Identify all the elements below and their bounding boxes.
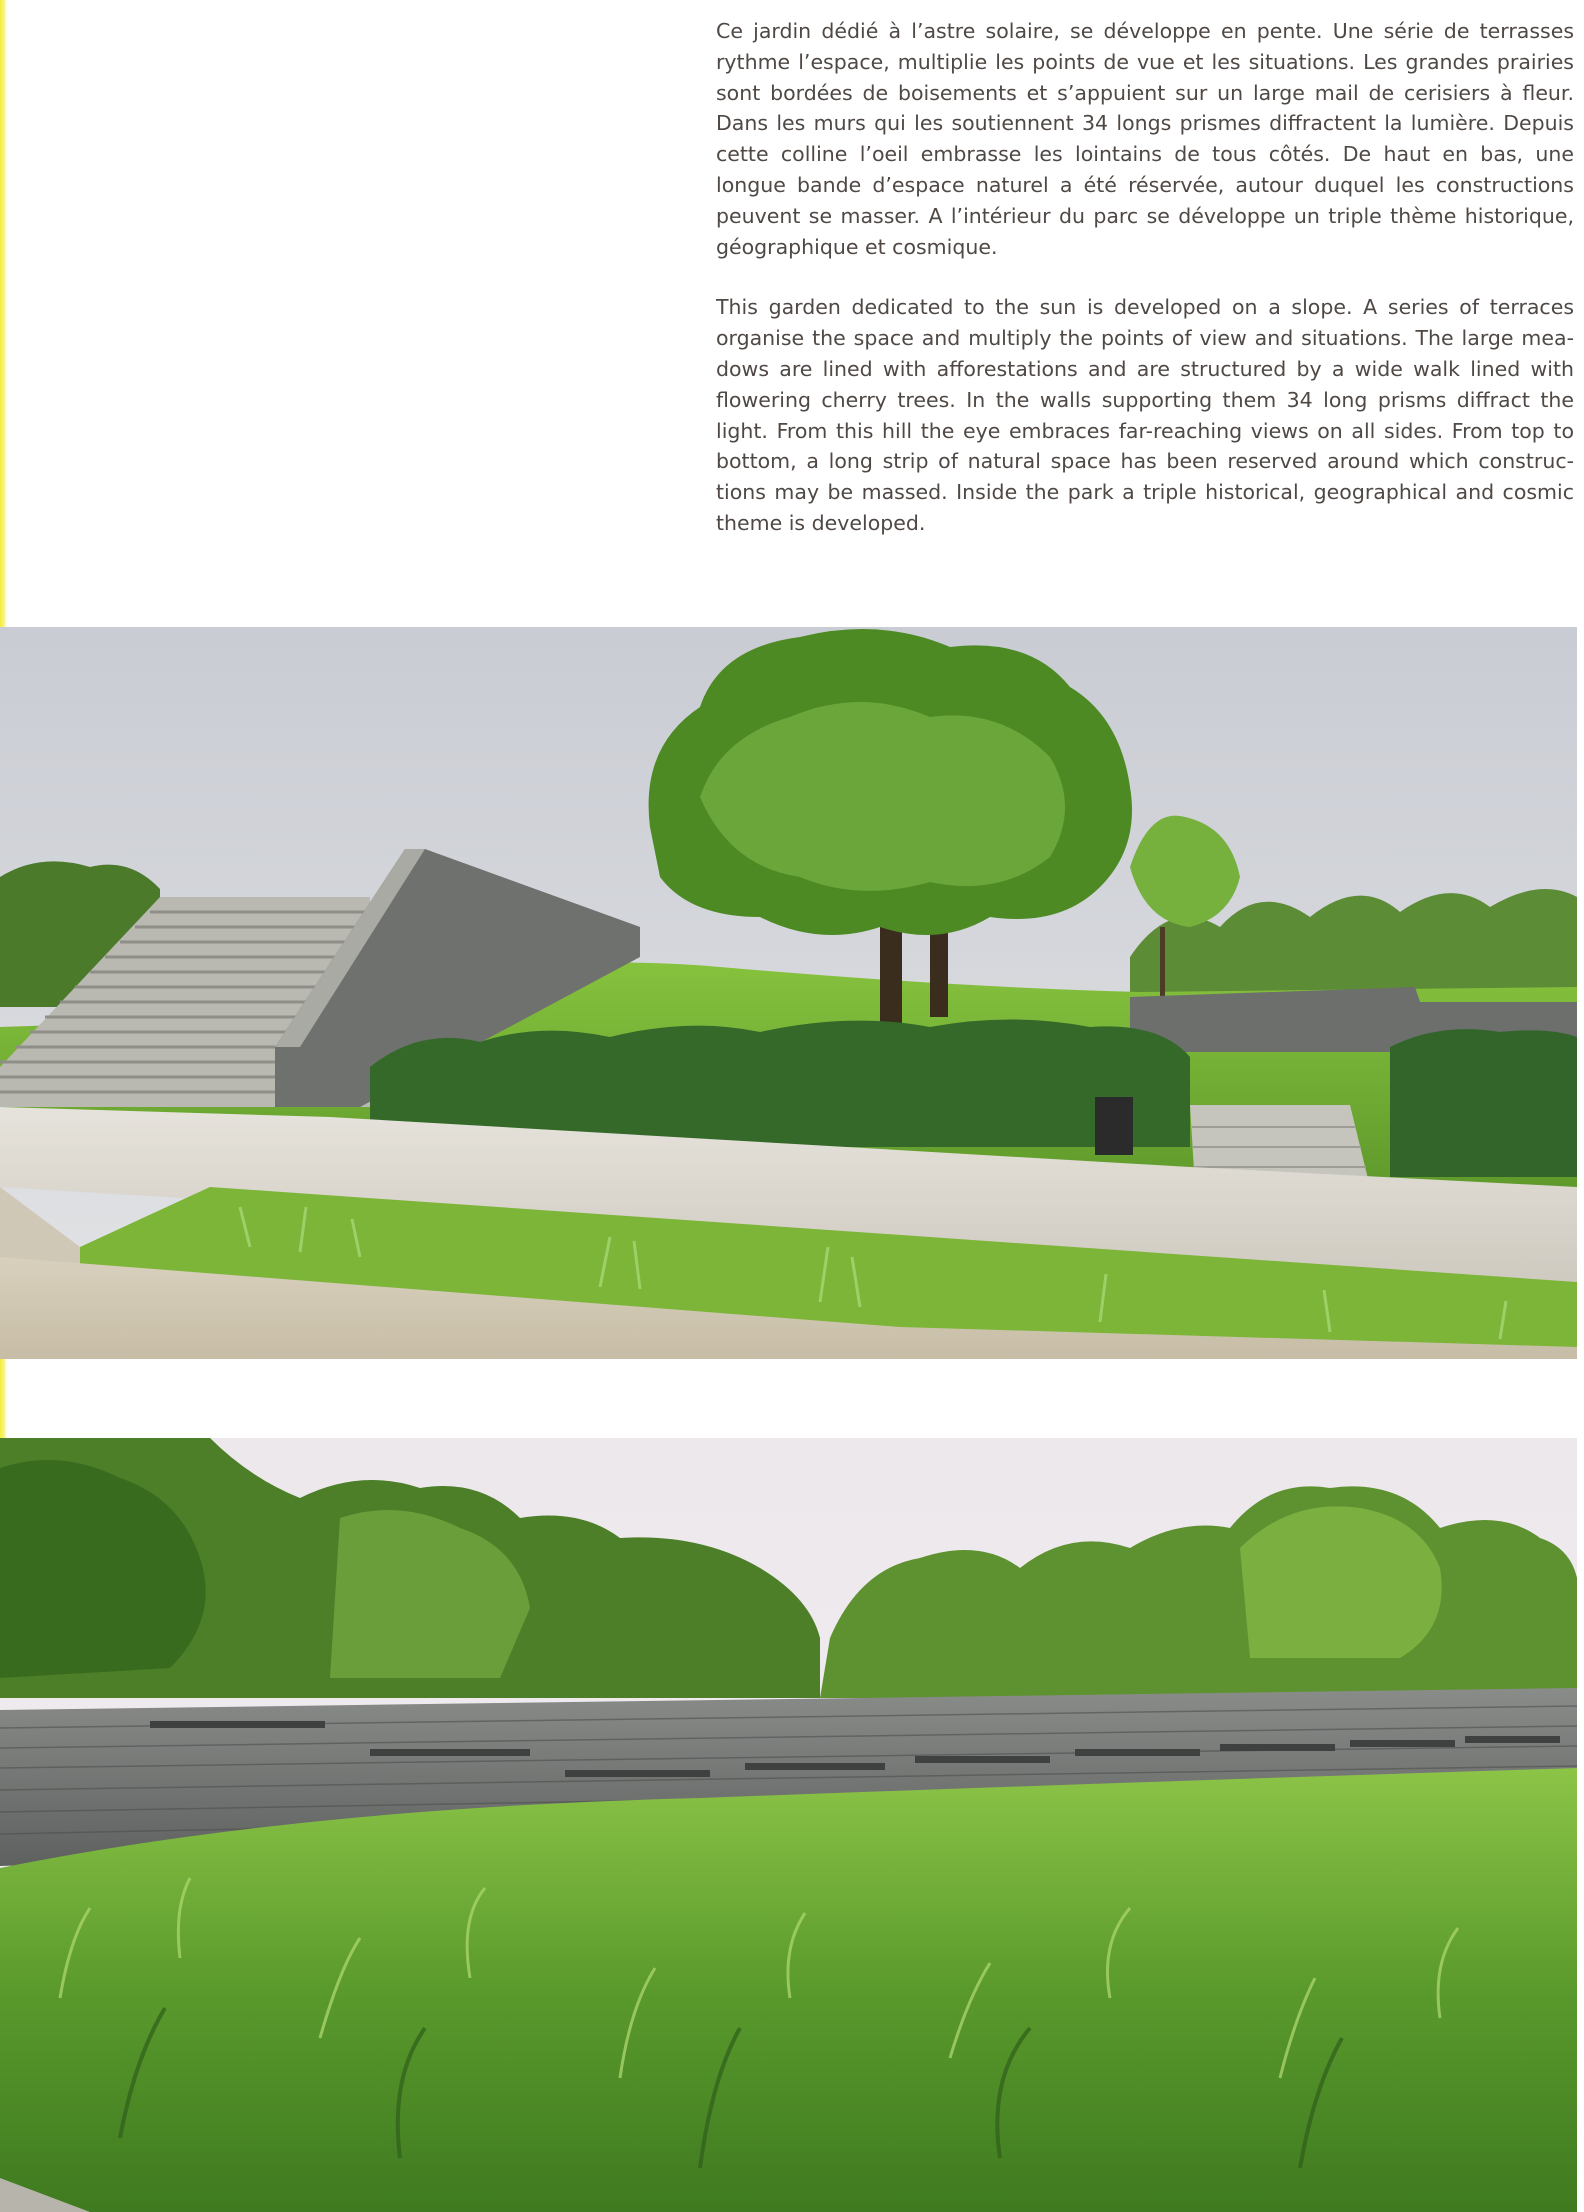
photo-wall-with-prisms-and-meadow — [0, 1438, 1577, 2212]
photo-terrace-stairs-and-tree-illustration — [0, 627, 1577, 1359]
french-paragraph: Ce jardin dédié à l’astre solaire, se développe en pente. Une série de terrasses rythme l’espace, multiplie les points de vue et les situations. Les grandes prairies sont bordées de boisements et s’appuient sur un large mail de cerisiers à fleur. Dans les murs qui les soutiennent 34 longs prismes diffractent la lumière. Depuis cette colline l’oeil embrasse les lointains de tous côtés. De haut en bas, une longue bande d’espace naturel a été réservée, autour duquel les constructions peuvent se masser. A l’intérieur du parc se développe un triple thème historique, géographique et cosmique. — [716, 19, 1574, 259]
english-paragraph: This garden dedicated to the sun is developed on a slope. A series of terraces organise the space and multiply the points of view and situations. The large meadows are lined with afforestations and are structured by a wide walk lined with flowering cherry trees. In the walls supporting them 34 long prisms diffract the light. From this hill the eye embraces far-reaching views on all sides. From top to bottom, a long strip of natural space has been reserved around which constructions may be massed. Inside the park a triple historical, geographical and cosmic theme is developed. — [716, 295, 1574, 535]
photo-wall-with-prisms-and-meadow-illustration — [0, 1438, 1577, 2212]
body-text — [716, 16, 1574, 539]
photo-terrace-stairs-and-tree — [0, 627, 1577, 1359]
